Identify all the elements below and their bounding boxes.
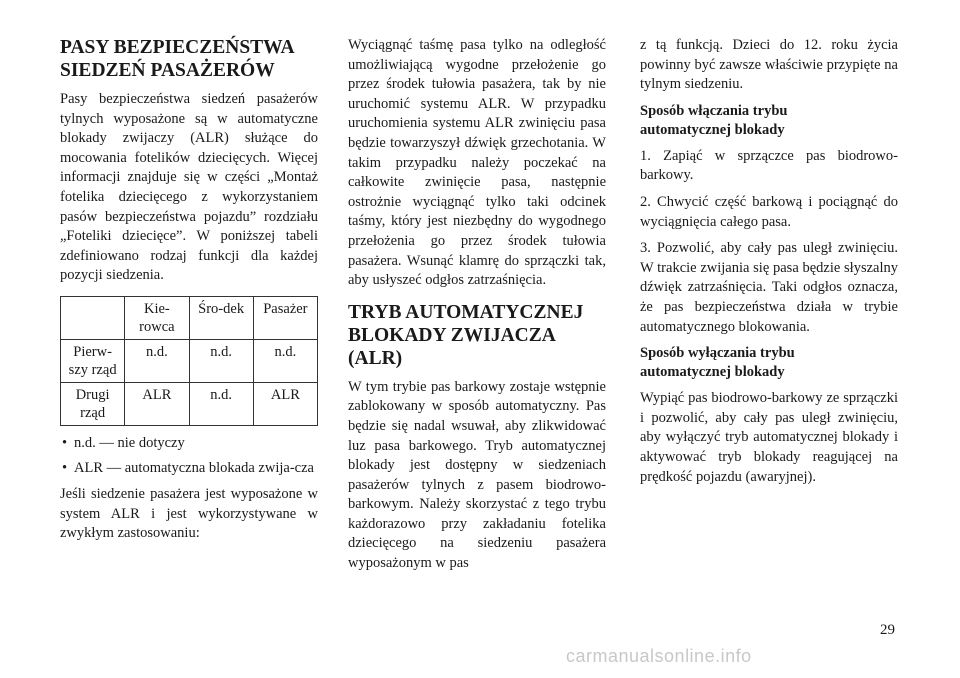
section-heading-alr-mode [348, 301, 606, 370]
heading-line: Sposób włączania trybu [640, 102, 788, 119]
page-number: 29 [880, 622, 895, 638]
table-cell: ALR [125, 382, 189, 425]
heading-line: BLOKADY ZWIJACZA [348, 324, 556, 346]
list-item: • ALR — automatyczna blokada zwija-cza [60, 459, 318, 479]
heading-line: (ALR) [348, 347, 403, 369]
subheading-disable-alr [640, 344, 898, 382]
heading-line: Sposób wyłączania trybu [640, 345, 795, 362]
table-cell: n.d. [125, 339, 189, 382]
table-cell: Drugi rząd [61, 382, 125, 425]
table-header-row [61, 296, 318, 339]
step-item: 2. Chwycić część barkową i pociągnąć do wyciągnięcia całego pasa. [640, 193, 898, 230]
table-header-cell [61, 296, 125, 339]
column-right [640, 36, 898, 494]
heading-line: automatycznej blokady [640, 121, 785, 138]
subheading-enable-alr [640, 102, 898, 140]
list-item: • n.d. — nie dotyczy [60, 434, 318, 454]
heading-line: automatycznej blokady [640, 364, 785, 381]
intro-paragraph: Pasy bezpieczeństwa siedzeń pasażerów tylnych wyposażone są w automatyczne blokady zwijaczy (ALR) służące do mocowania fotelików dziecięcych. Więcej informacji znajduje się w części „Montaż fotelika dziecięcego z wykorzystaniem pasów bezpieczeństwa pojazdu” rozdziału „Foteliki dziecięce”. W poniższej tabeli zdefiniowano rodzaj funkcji dla każdej pozycji siedzenia. [60, 91, 318, 284]
paragraph: Wypiąć pas biodrowo-barkowy ze sprzączki i pozwolić, aby cały pas uległ zwinięciu, aby wyłączyć tryb automatycznej blokady i aktywować tryb blokady reagującej na prędkość pojazdu (awaryjnej). [640, 390, 898, 485]
table-cell: n.d. [189, 382, 253, 425]
paragraph: z tą funkcją. Dzieci do 12. roku życia powinny być zawsze właściwie przypięte na tylnym siedzeniu. [640, 37, 898, 93]
table-header-cell: Kie-rowca [125, 296, 189, 339]
step-item: 3. Pozwolić, aby cały pas uległ zwinięciu. W trakcie zwijania się pasa będzie słyszalny dźwięk zatrzaśnięcia. Taki odgłos oznacza, że pas bezpieczeństwa działa w trybie automatycznego blokowania. [640, 240, 898, 335]
heading-line: TRYB AUTOMATYCZNEJ [348, 301, 584, 323]
abbreviation-list [60, 434, 318, 478]
heading-line: PASY BEZPIECZEŃSTWA [60, 37, 295, 58]
table-row [61, 339, 318, 382]
heading-line: SIEDZEŃ PASAŻERÓW [60, 60, 275, 81]
table-cell: Pierw-szy rząd [61, 339, 125, 382]
paragraph: Wyciągnąć taśmę pasa tylko na odległość umożliwiającą wygodne przełożenie go przez środek tułowia pasażera, tak by nie uruchomić systemu ALR. W przypadku uruchomienia systemu ALR zwinięciu pasa będzie towarzyszył dźwięk grzechotania. W takim przypadku należy poczekać na całkowite zwinięcie pasa, następnie ostrożnie wyciągnąć tylko taki odcinek taśmy, który jest niezbędny do wygodnego przełożenia go przez środek tułowia pasażera. Wsunąć klamrę do sprzączki tak, aby usłyszeć odgłos zatrzaśnięcia. [348, 37, 606, 289]
column-middle [348, 36, 606, 581]
seat-function-table [60, 296, 318, 426]
closing-paragraph: Jeśli siedzenie pasażera jest wyposażone w system ALR i jest wykorzystywane w zwykłym zastosowaniu: [60, 486, 318, 542]
table-header-cell: Śro-dek [189, 296, 253, 339]
table-row [61, 382, 318, 425]
paragraph: W tym trybie pas barkowy zostaje wstępnie zablokowany w sposób automatyczny. Pas będzie się nadal wsuwał, aby zlikwidować luz pasa barkowego. Tryb automatycznej blokady jest dostępny w siedzeniach pasażerów tylnych z pasem biodrowo-barkowym. Należy skorzystać z tego trybu każdorazowo przy zakładaniu fotelika dziecięcego na siedzeniu pasażera wyposażonym w pas [348, 378, 606, 572]
watermark-logo: carmanualsonline.info [566, 646, 752, 666]
table-cell: n.d. [189, 339, 253, 382]
table-cell: ALR [253, 382, 317, 425]
table-header-cell: Pasażer [253, 296, 317, 339]
column-left [60, 36, 318, 551]
step-item: 1. Zapiąć w sprzączce pas biodrowo-barkowy. [640, 147, 898, 184]
section-heading-passenger-belts [60, 36, 318, 82]
table-cell: n.d. [253, 339, 317, 382]
